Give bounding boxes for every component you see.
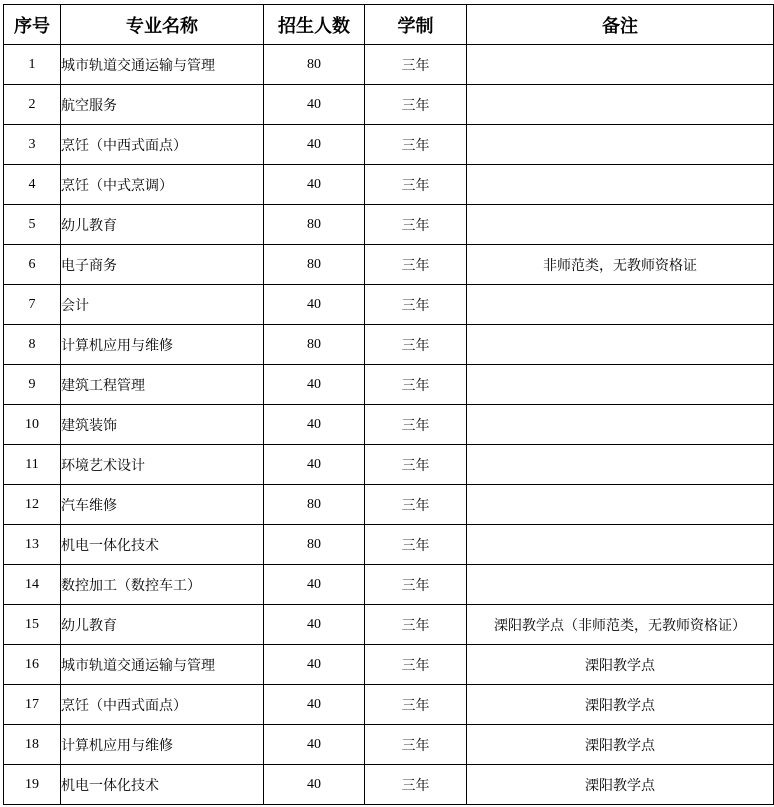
cell-count: 40 xyxy=(264,165,365,205)
table-row xyxy=(4,365,774,405)
cell-name: 城市轨道交通运输与管理 xyxy=(61,45,264,85)
cell-no: 5 xyxy=(4,205,61,245)
cell-name: 烹饪（中式烹调） xyxy=(61,165,264,205)
cell-note xyxy=(467,125,774,165)
cell-count: 40 xyxy=(264,565,365,605)
cell-no: 1 xyxy=(4,45,61,85)
cell-name: 计算机应用与维修 xyxy=(61,725,264,765)
cell-name: 计算机应用与维修 xyxy=(61,325,264,365)
cell-note xyxy=(467,565,774,605)
cell-years: 三年 xyxy=(365,765,467,805)
cell-note: 溧阳教学点 xyxy=(467,725,774,765)
cell-name: 城市轨道交通运输与管理 xyxy=(61,645,264,685)
cell-count: 40 xyxy=(264,125,365,165)
table-row xyxy=(4,285,774,325)
cell-name: 幼儿教育 xyxy=(61,205,264,245)
cell-count: 40 xyxy=(264,285,365,325)
table-row xyxy=(4,565,774,605)
header-note: 备注 xyxy=(467,5,774,45)
table-row xyxy=(4,205,774,245)
cell-no: 7 xyxy=(4,285,61,325)
cell-name: 幼儿教育 xyxy=(61,605,264,645)
cell-years: 三年 xyxy=(365,325,467,365)
cell-note xyxy=(467,205,774,245)
header-no: 序号 xyxy=(4,5,61,45)
cell-note xyxy=(467,285,774,325)
cell-name: 机电一体化技术 xyxy=(61,525,264,565)
cell-note xyxy=(467,325,774,365)
cell-note xyxy=(467,405,774,445)
cell-no: 17 xyxy=(4,685,61,725)
cell-name: 电子商务 xyxy=(61,245,264,285)
table-row xyxy=(4,725,774,765)
cell-count: 40 xyxy=(264,685,365,725)
table-body xyxy=(4,45,774,805)
cell-count: 40 xyxy=(264,605,365,645)
table-row xyxy=(4,645,774,685)
cell-years: 三年 xyxy=(365,445,467,485)
cell-years: 三年 xyxy=(365,645,467,685)
header-row xyxy=(4,5,774,45)
cell-years: 三年 xyxy=(365,45,467,85)
header-count: 招生人数 xyxy=(264,5,365,45)
enrollment-table xyxy=(3,4,774,805)
cell-no: 18 xyxy=(4,725,61,765)
table-row xyxy=(4,605,774,645)
cell-note: 溧阳教学点 xyxy=(467,765,774,805)
cell-no: 14 xyxy=(4,565,61,605)
cell-no: 15 xyxy=(4,605,61,645)
cell-count: 80 xyxy=(264,525,365,565)
table-row xyxy=(4,165,774,205)
cell-name: 会计 xyxy=(61,285,264,325)
table-row xyxy=(4,245,774,285)
cell-no: 10 xyxy=(4,405,61,445)
cell-note: 溧阳教学点 xyxy=(467,645,774,685)
cell-no: 8 xyxy=(4,325,61,365)
table-row xyxy=(4,85,774,125)
cell-no: 12 xyxy=(4,485,61,525)
cell-note xyxy=(467,165,774,205)
cell-count: 40 xyxy=(264,365,365,405)
cell-years: 三年 xyxy=(365,405,467,445)
cell-years: 三年 xyxy=(365,125,467,165)
cell-count: 40 xyxy=(264,645,365,685)
cell-no: 6 xyxy=(4,245,61,285)
cell-note: 溧阳教学点（非师范类，无教师资格证） xyxy=(467,605,774,645)
cell-no: 13 xyxy=(4,525,61,565)
cell-years: 三年 xyxy=(365,485,467,525)
header-name: 专业名称 xyxy=(61,5,264,45)
cell-note xyxy=(467,85,774,125)
cell-years: 三年 xyxy=(365,285,467,325)
cell-years: 三年 xyxy=(365,525,467,565)
cell-count: 80 xyxy=(264,205,365,245)
cell-count: 40 xyxy=(264,725,365,765)
cell-note xyxy=(467,365,774,405)
table-row xyxy=(4,485,774,525)
table-row xyxy=(4,125,774,165)
cell-note xyxy=(467,45,774,85)
cell-count: 80 xyxy=(264,485,365,525)
cell-name: 机电一体化技术 xyxy=(61,765,264,805)
cell-years: 三年 xyxy=(365,605,467,645)
cell-no: 3 xyxy=(4,125,61,165)
cell-years: 三年 xyxy=(365,565,467,605)
table-row xyxy=(4,445,774,485)
cell-no: 19 xyxy=(4,765,61,805)
cell-note xyxy=(467,525,774,565)
cell-name: 建筑装饰 xyxy=(61,405,264,445)
cell-years: 三年 xyxy=(365,365,467,405)
table-row xyxy=(4,525,774,565)
cell-note: 非师范类，无教师资格证 xyxy=(467,245,774,285)
table-row xyxy=(4,685,774,725)
cell-count: 80 xyxy=(264,325,365,365)
cell-count: 40 xyxy=(264,405,365,445)
cell-count: 40 xyxy=(264,765,365,805)
table-row xyxy=(4,45,774,85)
cell-name: 烹饪（中西式面点） xyxy=(61,125,264,165)
header-years: 学制 xyxy=(365,5,467,45)
table-row xyxy=(4,765,774,805)
cell-name: 烹饪（中西式面点） xyxy=(61,685,264,725)
cell-years: 三年 xyxy=(365,685,467,725)
cell-count: 40 xyxy=(264,85,365,125)
cell-note xyxy=(467,485,774,525)
cell-name: 数控加工（数控车工） xyxy=(61,565,264,605)
cell-no: 4 xyxy=(4,165,61,205)
cell-note: 溧阳教学点 xyxy=(467,685,774,725)
cell-count: 80 xyxy=(264,245,365,285)
cell-years: 三年 xyxy=(365,205,467,245)
cell-years: 三年 xyxy=(365,85,467,125)
cell-no: 9 xyxy=(4,365,61,405)
cell-years: 三年 xyxy=(365,165,467,205)
cell-years: 三年 xyxy=(365,245,467,285)
table-row xyxy=(4,405,774,445)
table-row xyxy=(4,325,774,365)
cell-name: 建筑工程管理 xyxy=(61,365,264,405)
cell-years: 三年 xyxy=(365,725,467,765)
cell-no: 11 xyxy=(4,445,61,485)
cell-no: 2 xyxy=(4,85,61,125)
cell-count: 40 xyxy=(264,445,365,485)
cell-name: 环境艺术设计 xyxy=(61,445,264,485)
cell-name: 汽车维修 xyxy=(61,485,264,525)
cell-count: 80 xyxy=(264,45,365,85)
cell-note xyxy=(467,445,774,485)
cell-no: 16 xyxy=(4,645,61,685)
cell-name: 航空服务 xyxy=(61,85,264,125)
